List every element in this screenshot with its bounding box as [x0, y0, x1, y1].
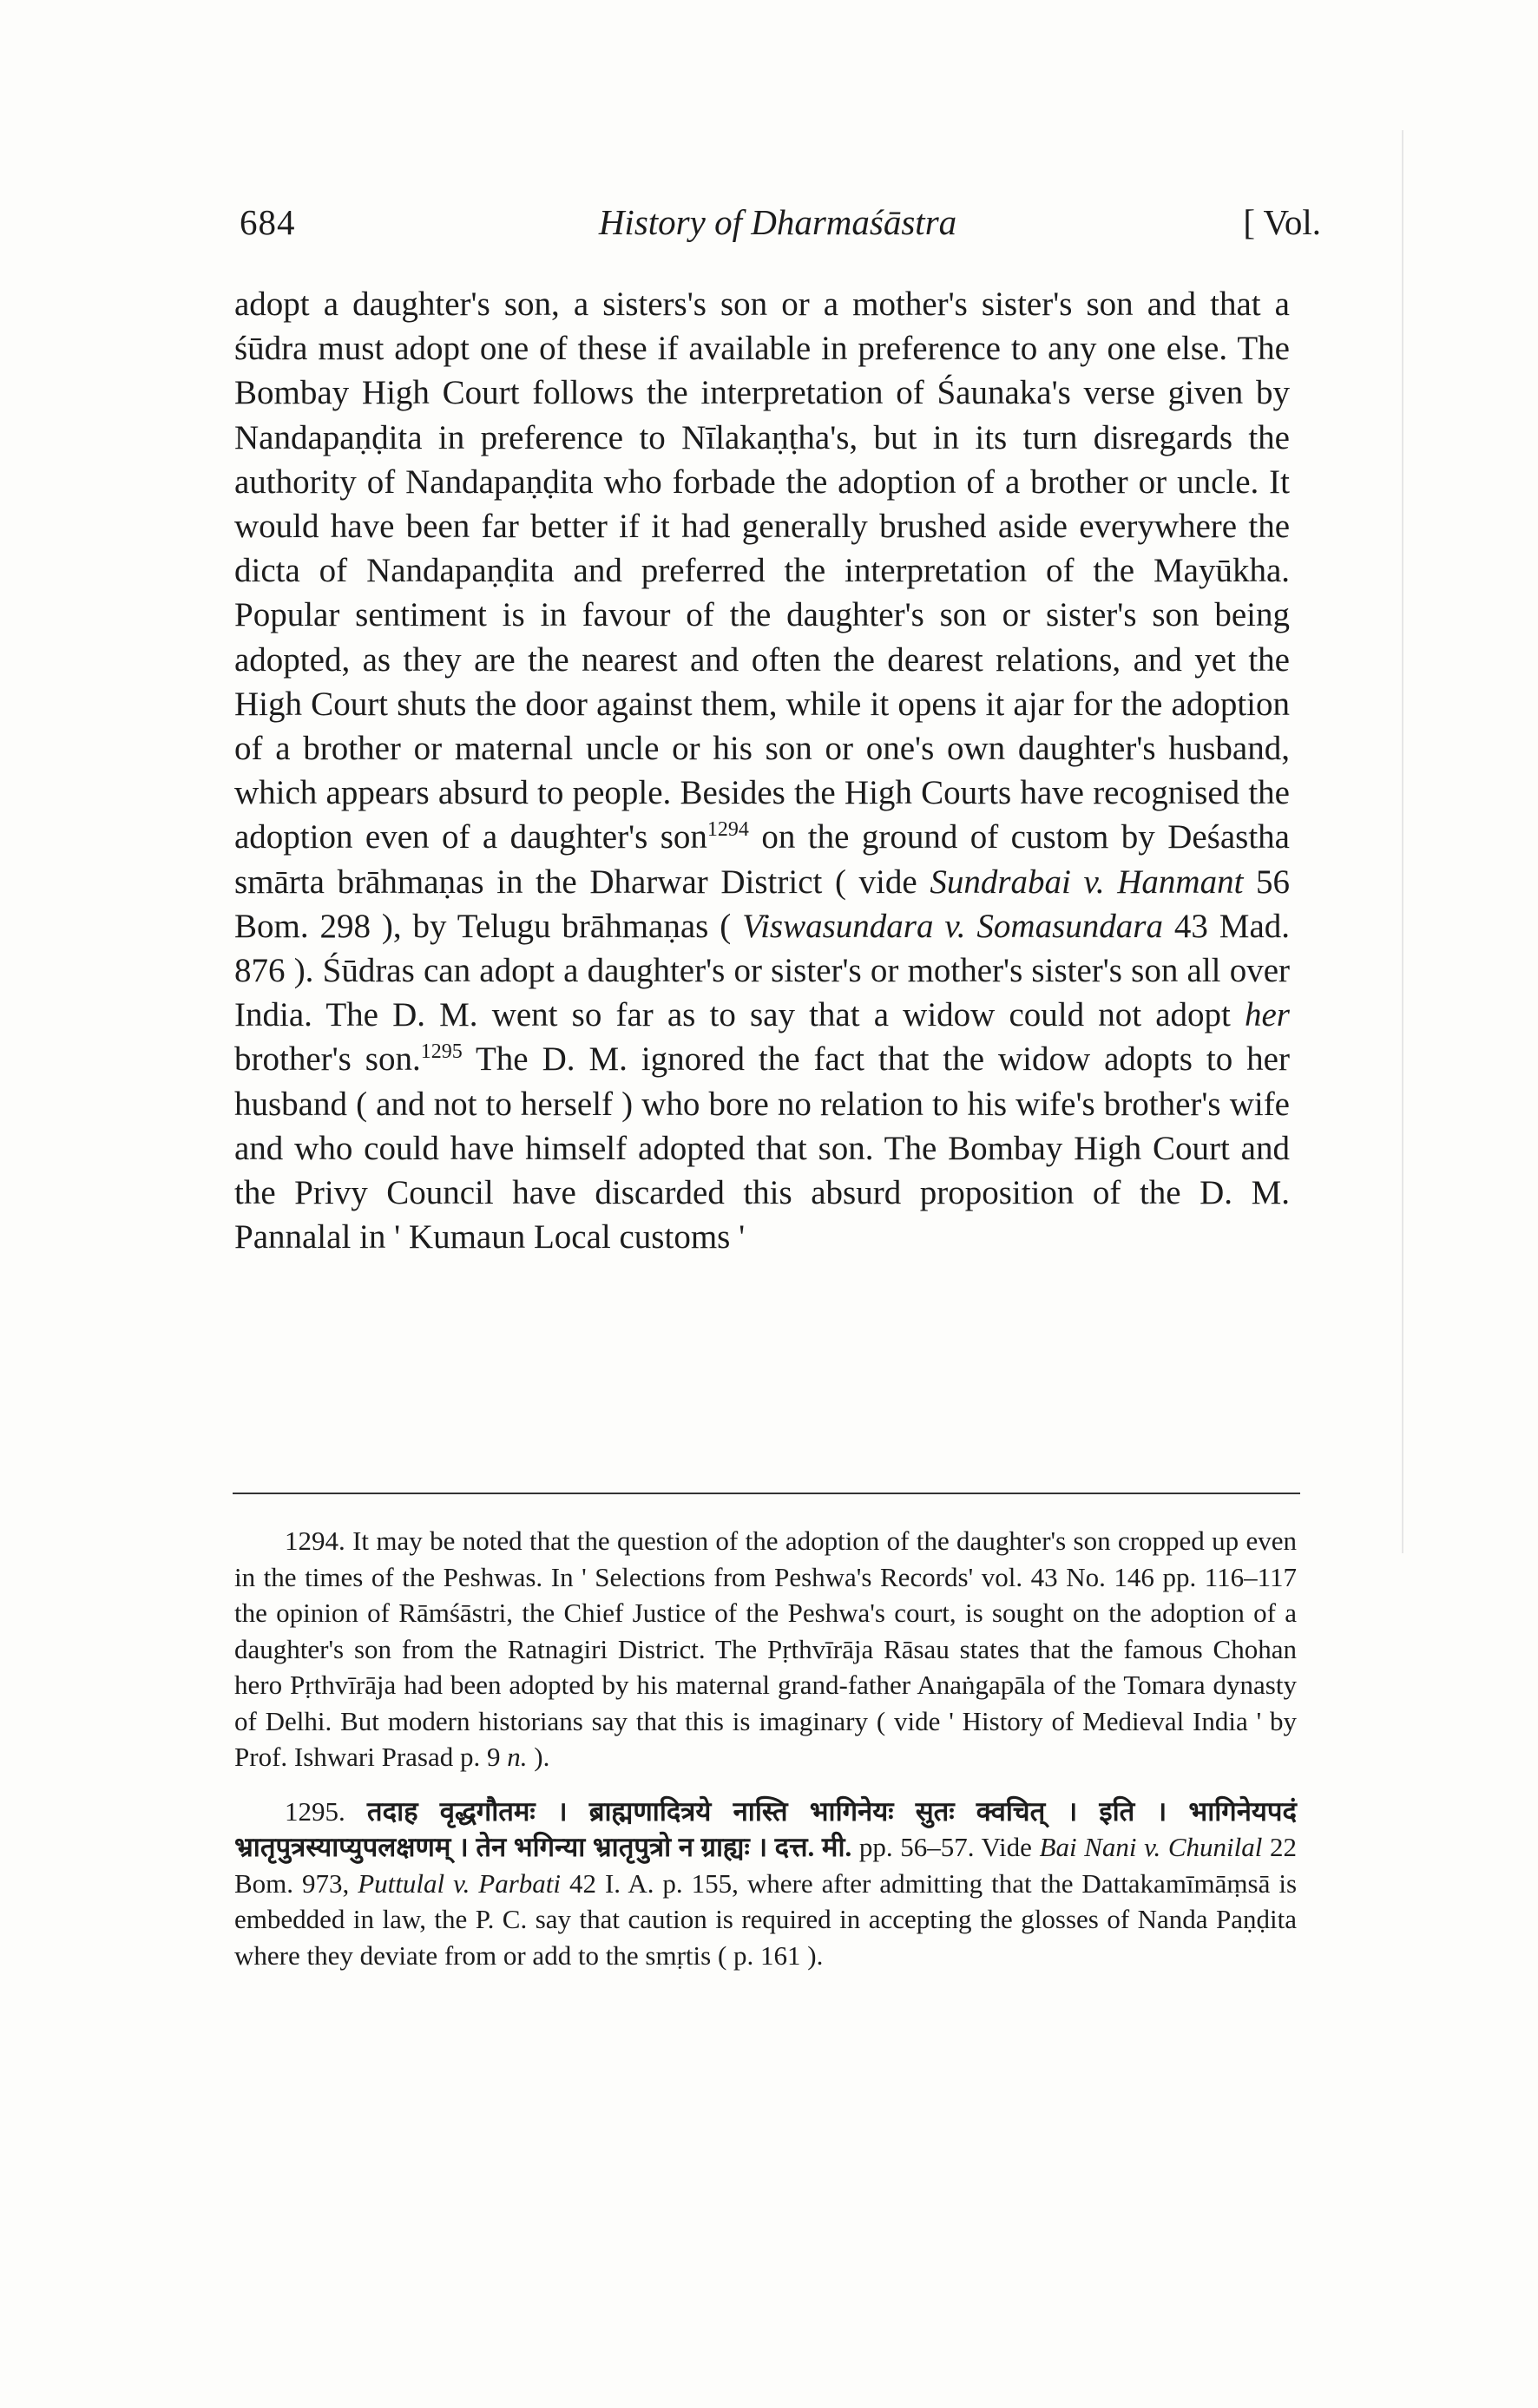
body-text-d: 43 Mad. 876 ). Śūdras can adopt a daughter's or sister's or mother's sister's son all over India. The D. M. went so far as to say that a widow could not adopt	[234, 907, 1291, 1034]
case-citation: Viswasundara v. Somasundara	[742, 907, 1163, 945]
main-paragraph	[234, 282, 1290, 1259]
footnote-ref-1294[interactable]: 1294	[707, 818, 749, 842]
page-number: 684	[240, 202, 296, 242]
footnote-number: 1295.	[285, 1795, 345, 1827]
body-text-a: adopt a daughter's son, a sisters's son or a mother's sister's son and that a śūdra must adopt one of these if available in preference to any one else. The Bombay High Court follows the interpretation of Śaunaka's verse given by Nandapaṇḍita in preference to Nīlakaṇṭha's, but in its turn disregards the authority of Nandapaṇḍita who forbade the adoption of a brother or uncle. It would have been far better if it had generally brushed aside everywhere the dicta of Nandapaṇḍita and preferred the interpretation of the Mayūkha. Popular sentiment is in favour of the daughter's son or sister's son being adopted, as they are the nearest and often the dearest relations, and yet the High Court shuts the door against them, while it opens it ajar for the adoption of a brother or maternal uncle or his son or one's own daughter's husband, which appears absurd to people. Besides the High Courts have recognised the adoption even of a daughter's son	[234, 285, 1290, 856]
case-citation: Puttulal v. Parbati	[358, 1867, 562, 1899]
main-text	[234, 282, 1290, 1259]
case-citation: Bai Nani v. Chunilal	[1039, 1832, 1263, 1862]
footnote-text: ).	[527, 1742, 550, 1772]
emphasis-her: her	[1245, 996, 1290, 1034]
volume-label: [ Vol.	[1243, 202, 1321, 242]
case-citation: Sundrabai v. Hanmant	[930, 863, 1244, 901]
footnote-divider	[233, 1493, 1300, 1494]
footnote-text: 42 I. A. p. 155, where after admitting that the Dattakamīmāṃsā is embedded in law, the P. C. say that caution is required in accepting the glosses of Nanda Paṇḍita where they deviate from or add to the smṛtis ( p. 161 ).	[234, 1867, 1298, 1971]
body-text-c: 56 Bom. 298 ), by Telugu brāhmaṇas (	[234, 863, 1291, 945]
footnote-text: 22 Bom. 973,	[234, 1832, 1298, 1899]
body-text-e: brother's son.	[234, 1040, 421, 1079]
running-title: History of Dharmaśāstra	[598, 202, 957, 242]
footnote-text: It may be noted that the question of the adoption of the daughter's son cropped up even in the times of the Peshwas. In ' Selections from Peshwa's Records' vol. 43 No. 146 pp. 116–117 the opinion of Rāmśāstri, the Chief Justice of the Peshwa's court, is sought on the adoption of a daughter's son from the Ratnagiri District. The Pṛthvīrāja Rāsau states that the famous Chohan hero Pṛthvīrāja had been adopted by his maternal grand-father Anaṅgapāla of the Tomara dynasty of Delhi. But modern historians say that this is imaginary ( vide ' History of Medieval India ' by Prof. Ishwari Prasad p. 9	[234, 1526, 1297, 1772]
sanskrit-quotation: तदाह वृद्धगौतमः । ब्राह्मणादित्रये नास्ति भागिनेयः सुतः क्वचित् । इति । भागिनेयपदं भ्रातृपुत्रस्याप्युपलक्षणम् । तेन भगिन्या भ्रातृपुत्रो न ग्राह्यः । दत्त. मी.	[234, 1795, 1297, 1862]
scan-edge-line	[1402, 130, 1403, 1553]
footnote-1295	[234, 1794, 1297, 1974]
footnote-1294	[234, 1523, 1297, 1775]
footnote-italic-n: n.	[507, 1742, 528, 1772]
footnote-number: 1294.	[285, 1526, 345, 1556]
footnotes	[234, 1523, 1297, 1991]
body-text-b: on the ground of custom by Deśastha smārta brāhmaṇas in the Dharwar District ( vide	[234, 818, 1290, 901]
footnote-text: pp. 56–57. Vide	[851, 1832, 1040, 1862]
body-text-f: The D. M. ignored the fact that the widow adopts to her husband ( and not to herself ) who bore no relation to his wife's brother's wife and who could have himself adopted that son. The Bombay High Court and the Privy Council have discarded this absurd proposition of the D. M. Pannalal in ' Kumaun Local customs '	[234, 1040, 1290, 1256]
running-header	[234, 201, 1321, 253]
footnote-ref-1295[interactable]: 1295	[420, 1040, 463, 1064]
